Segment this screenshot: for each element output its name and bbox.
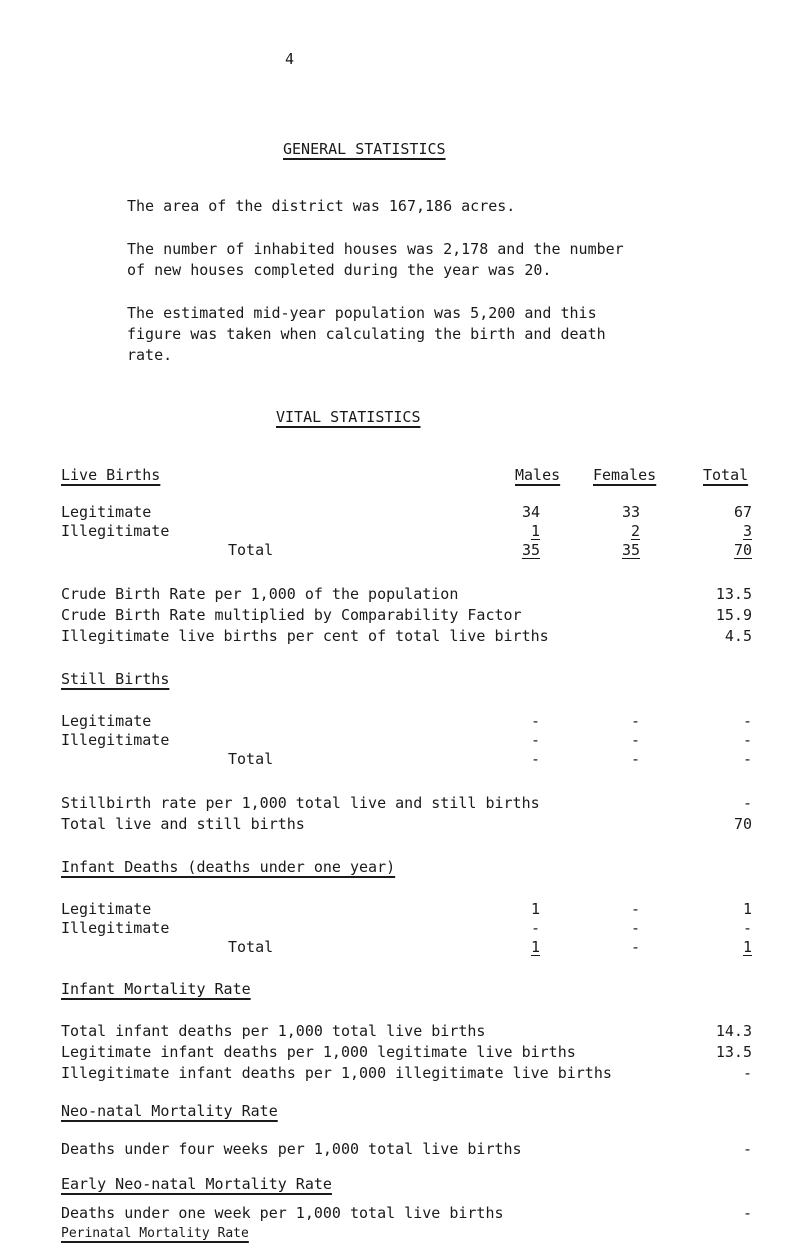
rate-value: 13.5 — [715, 585, 752, 603]
infant-mortality-heading: Infant Mortality Rate — [61, 980, 251, 998]
row-label: Illegitimate — [61, 919, 170, 937]
cell-total: 70 — [733, 541, 752, 559]
cell-total: 1 — [742, 938, 752, 956]
cell-total: 67 — [733, 503, 752, 521]
rate-value: 4.5 — [724, 627, 752, 645]
paragraph-houses-1: The number of inhabited houses was 2,178 and the number — [127, 240, 624, 258]
rate-value: 70 — [733, 815, 752, 833]
rate-label: Stillbirth rate per 1,000 total live and still births — [61, 794, 540, 812]
early-neonatal-heading: Early Neo-natal Mortality Rate — [61, 1175, 332, 1193]
cell-females: - — [630, 919, 640, 937]
still-births-heading: Still Births — [61, 670, 170, 688]
col-total: Total — [703, 466, 749, 484]
rate-label: Deaths under one week per 1,000 total live births — [61, 1204, 504, 1222]
rate-label: Crude Birth Rate multiplied by Comparability Factor — [61, 606, 522, 624]
rate-label: Total infant deaths per 1,000 total live births — [61, 1022, 486, 1040]
rate-label: Total live and still births — [61, 815, 305, 833]
page-number: 4 — [285, 50, 295, 68]
cell-total: 3 — [742, 522, 752, 540]
row-label: Legitimate — [61, 503, 152, 521]
paragraph-population-2: figure was taken when calculating the birth and death — [127, 325, 606, 343]
rate-value: 13.5 — [715, 1043, 752, 1061]
rate-label: Crude Birth Rate per 1,000 of the population — [61, 585, 459, 603]
rate-value: - — [742, 1064, 752, 1082]
cell-females: - — [630, 900, 640, 918]
paragraph-houses-2: of new houses completed during the year was 20. — [127, 261, 552, 279]
cell-males: - — [530, 919, 540, 937]
cell-females: - — [630, 938, 640, 956]
rate-value: - — [742, 1204, 752, 1222]
cell-females: - — [630, 712, 640, 730]
neonatal-heading: Neo-natal Mortality Rate — [61, 1102, 278, 1120]
rate-label: Illegitimate infant deaths per 1,000 illegitimate live births — [61, 1064, 612, 1082]
cell-total: - — [742, 712, 752, 730]
cell-males: - — [530, 750, 540, 768]
cell-total: - — [742, 919, 752, 937]
live-births-heading: Live Births — [61, 466, 161, 484]
cell-males: - — [530, 731, 540, 749]
cell-males: 1 — [530, 522, 540, 540]
row-label: Legitimate — [61, 900, 152, 918]
cell-females: - — [630, 750, 640, 768]
rate-label: Legitimate infant deaths per 1,000 legitimate live births — [61, 1043, 576, 1061]
rate-value: 14.3 — [715, 1022, 752, 1040]
cell-males: 1 — [530, 900, 540, 918]
row-label: Total — [228, 750, 274, 768]
rate-value: - — [742, 1140, 752, 1158]
row-label: Total — [228, 541, 274, 559]
row-label: Illegitimate — [61, 522, 170, 540]
rate-label: Illegitimate live births per cent of total live births — [61, 627, 549, 645]
perinatal-heading: Perinatal Mortality Rate — [61, 1226, 249, 1241]
paragraph-area: The area of the district was 167,186 acres. — [127, 197, 516, 215]
col-males: Males — [515, 466, 561, 484]
cell-males: 35 — [521, 541, 540, 559]
rate-value: 15.9 — [715, 606, 752, 624]
cell-males: 1 — [530, 938, 540, 956]
cell-total: 1 — [742, 900, 752, 918]
row-label: Illegitimate — [61, 731, 170, 749]
cell-females: 35 — [621, 541, 640, 559]
paragraph-population-3: rate. — [127, 346, 173, 364]
row-label: Total — [228, 938, 274, 956]
cell-females: 33 — [621, 503, 640, 521]
cell-total: - — [742, 750, 752, 768]
row-label: Legitimate — [61, 712, 152, 730]
paragraph-population-1: The estimated mid-year population was 5,200 and this — [127, 304, 597, 322]
cell-males: - — [530, 712, 540, 730]
rate-value: - — [742, 794, 752, 812]
vital-statistics-title: VITAL STATISTICS — [276, 408, 421, 426]
cell-males: 34 — [521, 503, 540, 521]
cell-total: - — [742, 731, 752, 749]
cell-females: - — [630, 731, 640, 749]
cell-females: 2 — [630, 522, 640, 540]
col-females: Females — [593, 466, 657, 484]
infant-deaths-heading: Infant Deaths (deaths under one year) — [61, 858, 396, 876]
page-title: GENERAL STATISTICS — [283, 140, 446, 158]
rate-label: Deaths under four weeks per 1,000 total live births — [61, 1140, 522, 1158]
